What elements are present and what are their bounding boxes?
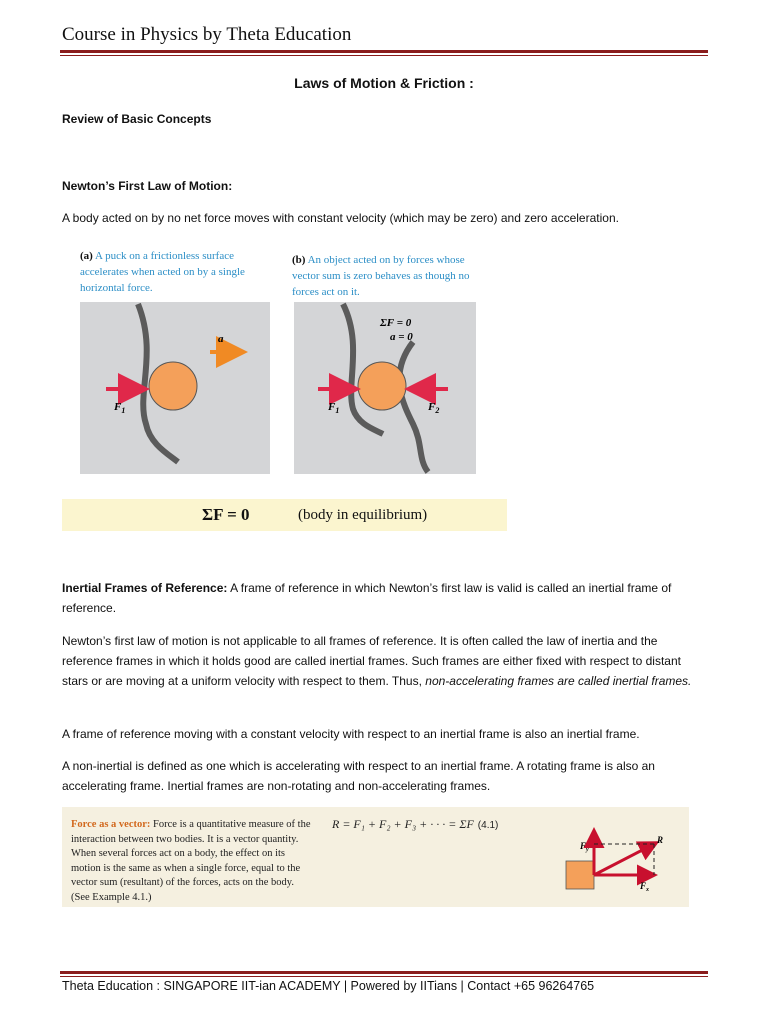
panel-a-force-label: $F_1$ — [114, 401, 126, 415]
panel-b-accel-label: a = 0 — [390, 331, 413, 343]
inertial-paragraph-3: A non-inertial is defined as one which is accelerating with respect to an inertial frame. A rotating frame is also an accelerating frame. Inertial frames are non-rotating and non-accelerating frames. — [62, 759, 655, 793]
panel-b-f1-label: $F_1$ — [328, 401, 340, 415]
figure-b-caption: (b) An object acted on by forces whose vector sum is zero behaves as though no forces act on it. — [292, 254, 470, 298]
force-vector-equation: R = F₁ + F₂ + F₃ + · · · = ΣF (4.1) — [332, 817, 499, 831]
page-footer: Theta Education : SINGAPORE IIT-ian ACADEMY | Powered by IITians | Contact +65 96264765 — [62, 979, 595, 993]
figure-drawing — [78, 244, 478, 480]
first-law-heading: Newton’s First Law of Motion: — [62, 179, 233, 193]
figure-newton-first-law — [78, 244, 478, 480]
vector-box-block — [566, 861, 594, 889]
vector-r-label: R — [657, 835, 664, 845]
equilibrium-formula: ΣF = 0 — [202, 505, 250, 524]
inertial-paragraph-1: Newton’s first law of motion is not applicable to all frames of reference. It is often called the law of inertia and the reference frames in which it holds good are called inertial frames. Such frames are either fixed with respect to distant stars or are moving at a uniform velocity with respect to them. Thus, non-accelerating frames are called inertial frames. — [62, 634, 692, 688]
figure-a-caption: (a) A puck on a frictionless surface accelerates when acted on by a single horizontal force. — [80, 250, 245, 294]
force-vector-figure — [542, 811, 682, 903]
panel-b-f2-label: $F_2$ — [428, 401, 440, 415]
document-title: Laws of Motion & Friction : — [294, 75, 474, 91]
footer-rule — [60, 971, 708, 974]
vector-fx-label: $F_x$ — [640, 881, 650, 893]
equilibrium-equation-box — [62, 499, 507, 531]
vector-r-arrow — [594, 844, 654, 875]
inertial-frames-definition: Inertial Frames of Reference: A frame of reference in which Newton’s first law is valid is called an inertial frame of reference. — [62, 581, 672, 615]
page-header-title: Course in Physics by Theta Education — [62, 24, 352, 45]
inertial-paragraph-2: A frame of reference moving with a constant velocity with respect to an inertial frame is also an inertial frame. — [62, 727, 640, 741]
panel-b-puck — [358, 362, 406, 410]
force-vector-box — [62, 807, 689, 907]
equilibrium-note: (body in equilibrium) — [298, 507, 428, 523]
vector-fy-label: $F_y$ — [580, 841, 589, 853]
footer-rule-thin — [60, 976, 708, 977]
first-law-text: A body acted on by no net force moves with constant velocity (which may be zero) and zero acceleration. — [62, 211, 619, 225]
force-vector-description: Force as a vector: Force is a quantitative measure of the interaction between two bodies. It is a vector quantity. When several forces act on a body, the effect on its motion is the same as when a single force, equal to the vector sum (resultant) of the forces, acts on the body. (See Example 4.1.) — [71, 819, 311, 903]
panel-b-sum-label: ΣF = 0 — [380, 317, 412, 329]
panel-a-puck — [149, 362, 197, 410]
header-rule — [60, 50, 708, 53]
panel-a-accel-label: a — [218, 333, 224, 345]
header-rule-thin — [60, 55, 708, 56]
section-heading: Review of Basic Concepts — [62, 112, 212, 126]
